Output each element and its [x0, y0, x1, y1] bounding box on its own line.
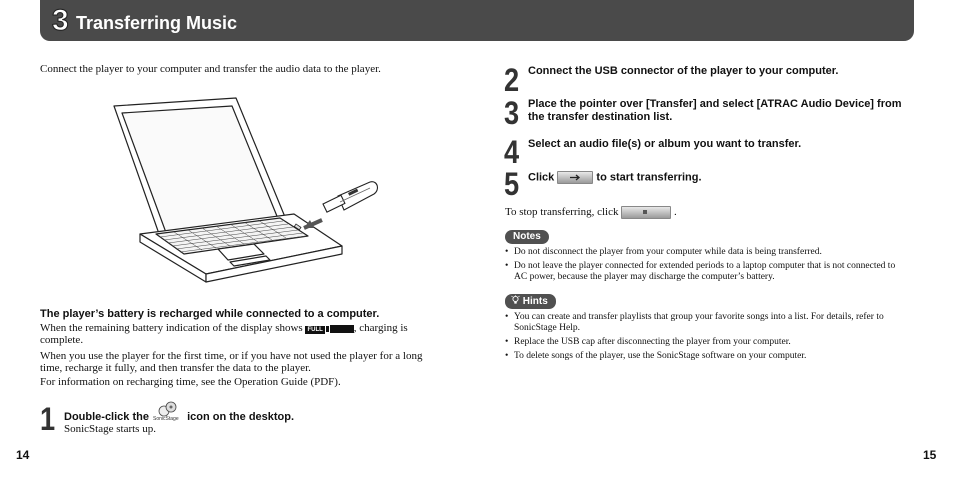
step-4-number: 4 — [504, 134, 520, 170]
chapter-header — [40, 0, 914, 41]
step-2-text: Connect the USB connector of the player to your computer. — [528, 65, 839, 77]
step-5-text-a: Click — [528, 171, 555, 184]
step-2-number: 2 — [504, 62, 520, 98]
lightbulb-icon — [511, 295, 520, 305]
notes-list — [505, 247, 900, 286]
sonicstage-glyph — [155, 401, 181, 417]
stop-text-b: . — [673, 206, 677, 219]
hint-item: • You can create and transfer playlists that group your favorite songs into a list. For details, refer to SonicStage Help. — [505, 312, 915, 334]
step-1-text-b: icon on the desktop. — [187, 410, 295, 423]
battery-full-icon — [305, 322, 353, 334]
laptop-usb-player-illustration — [108, 96, 380, 286]
note-item: • Do not disconnect the player from your computer while data is being transferred. — [505, 247, 900, 258]
hint-item: • Replace the USB cap after disconnecting the player from your computer. — [505, 337, 915, 348]
page-number-right: 15 — [923, 448, 937, 462]
arrow-right-icon — [558, 172, 592, 183]
step-4-text: Select an audio file(s) or album you want to transfer. — [528, 138, 802, 150]
battery-label: FULL — [307, 327, 323, 334]
stop-instruction — [505, 206, 677, 219]
battery-text-1b: , charging is — [353, 322, 408, 334]
battery-text-1a: When the remaining battery indication of the display shows — [40, 322, 303, 334]
stop-button-icon[interactable] — [621, 206, 671, 219]
hints-list — [505, 312, 915, 365]
hint-item: • To delete songs of the player, use the SonicStage software on your computer. — [505, 351, 915, 362]
lightbulb-glyph — [511, 295, 520, 305]
step-1-subtext: SonicStage starts up. — [64, 423, 156, 435]
transfer-arrow-button-icon[interactable] — [557, 171, 593, 184]
sonicstage-icon-label: SonicStage — [153, 416, 179, 422]
step-1-number: 1 — [40, 401, 56, 437]
step-5-instruction — [528, 171, 918, 184]
chapter-title: Transferring Music — [76, 13, 238, 33]
sonicstage-icon[interactable] — [155, 406, 181, 428]
stop-square-icon — [643, 210, 647, 214]
step-1-text-a: Double-click the — [64, 410, 149, 423]
battery-text-1c: complete. — [40, 334, 84, 347]
notes-badge: Notes — [505, 230, 549, 244]
step-5-number: 5 — [504, 166, 520, 202]
battery-text-3: For information on recharging time, see the Operation Guide (PDF). — [40, 376, 341, 388]
battery-heading: The player’s battery is recharged while connected to a computer. — [40, 308, 380, 320]
page-number-left: 14 — [16, 448, 30, 462]
step-3-number: 3 — [504, 95, 520, 131]
intro-text: Connect the player to your computer and transfer the audio data to the player. — [40, 63, 381, 75]
stop-text-a: To stop transferring, click — [505, 206, 619, 219]
step-5-text-b: to start transferring. — [596, 171, 702, 184]
chapter-number: 3 — [52, 4, 69, 37]
hints-label: Hints — [522, 296, 548, 307]
battery-text-2: When you use the player for the first time, or if you have not used the player for a long time, recharge it fully, and then transfer the data to the player. — [40, 350, 423, 374]
step-3-text: Place the pointer over [Transfer] and select [ATRAC Audio Device] from the transfer destination list. — [528, 98, 902, 123]
hints-badge — [505, 294, 556, 309]
battery-paragraph — [40, 322, 435, 346]
note-item: • Do not leave the player connected for extended periods to a laptop computer that is not connected to AC power, because the player may discharge the computer’s battery. — [505, 261, 900, 283]
